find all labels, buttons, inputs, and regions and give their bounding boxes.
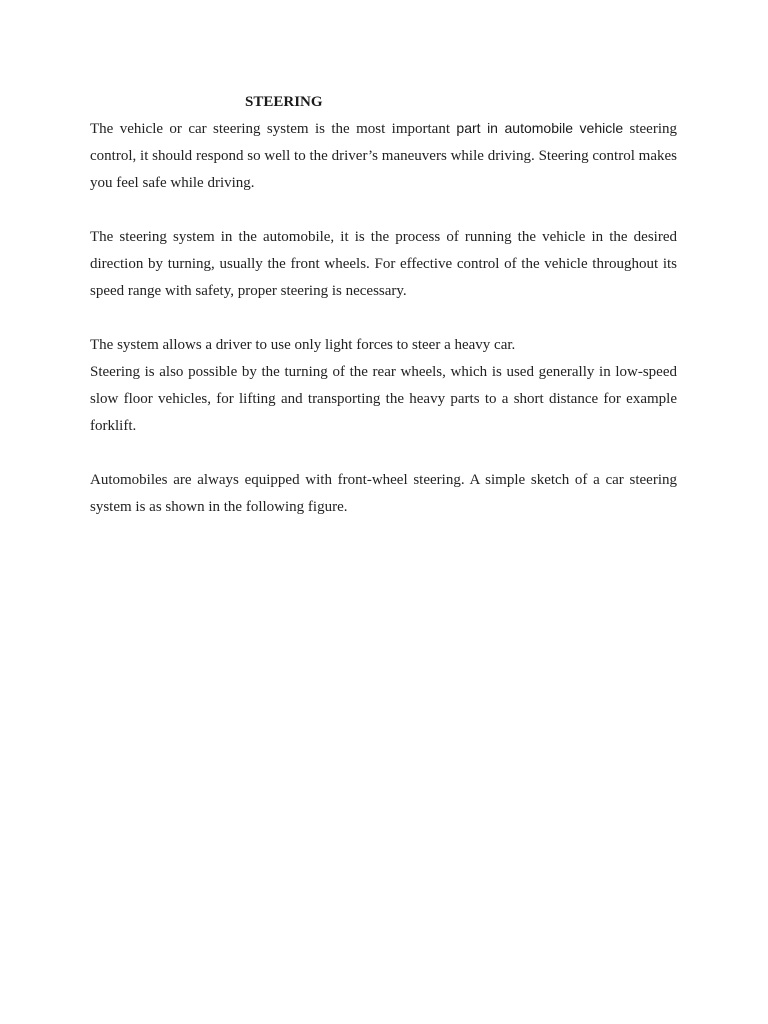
paragraph-intro [90, 115, 677, 197]
paragraph-intro-highlight: part in automobile vehicle [456, 120, 624, 136]
paragraph-spacer [90, 197, 677, 224]
paragraph-intro-start: The vehicle or car steering system is the most important [90, 121, 457, 137]
paragraph-front-wheel: Automobiles are always equipped with front-wheel steering. A simple sketch of a car steering system is as shown in the following figure. [90, 472, 677, 515]
paragraph-spacer [90, 305, 677, 332]
paragraph-rear-wheel: Steering is also possible by the turning of the rear wheels, which is used generally in low-speed slow floor vehicles, for lifting and transporting the heavy parts to a short distance for example forklift. [90, 364, 677, 434]
paragraph-steering-process: The steering system in the automobile, it is the process of running the vehicle in the desired direction by turning, usually the front wheels. For effective control of the vehicle throughout its speed range with safety, proper steering is necessary. [90, 229, 677, 299]
document-title: STEERING [245, 94, 323, 110]
paragraph-spacer [90, 440, 677, 467]
paragraph-light-forces: The system allows a driver to use only light forces to steer a heavy car. [90, 337, 516, 353]
document-body [90, 90, 677, 521]
paragraph-intro-end: steering control, it should respond so well to the driver’s maneuvers while driving. Steering control makes you feel safe while driving. [90, 121, 677, 191]
